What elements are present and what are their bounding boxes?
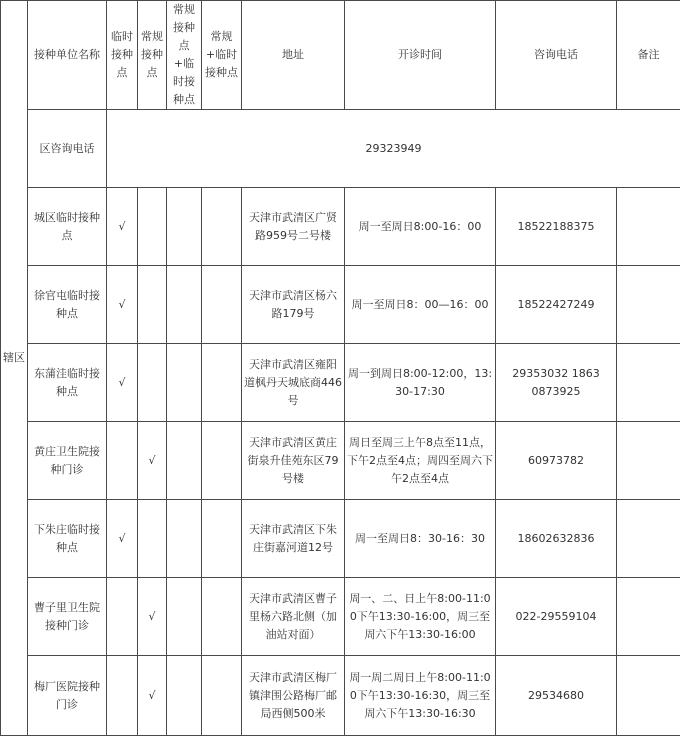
unit-name: 下朱庄临时接种点 bbox=[28, 500, 107, 578]
regular-plus-temp-check-2 bbox=[202, 578, 242, 656]
temp-check: √ bbox=[107, 266, 138, 344]
regular-check bbox=[138, 188, 167, 266]
unit-name: 城区临时接种点 bbox=[28, 188, 107, 266]
phone: 60973782 bbox=[496, 422, 617, 500]
temp-point-header: 临时接种点 bbox=[107, 1, 138, 110]
regular-plus-temp-check-2 bbox=[202, 500, 242, 578]
regular-check bbox=[138, 266, 167, 344]
hours: 周一、二、日上午8:00-11:00下午13:30-16:00，周三至周六下午13:30-16:00 bbox=[345, 578, 496, 656]
regular-plus-temp-check-2 bbox=[202, 656, 242, 736]
table-row bbox=[1, 500, 680, 578]
hours: 周日至周三上午8点至11点，下午2点至4点；周四至周六下午2点至4点 bbox=[345, 422, 496, 500]
unit-name: 徐官屯临时接种点 bbox=[28, 266, 107, 344]
temp-check: √ bbox=[107, 344, 138, 422]
hours: 周一至周日8:00-16：00 bbox=[345, 188, 496, 266]
regular-plus-temp-check bbox=[167, 578, 202, 656]
regular-check bbox=[138, 500, 167, 578]
table-row bbox=[1, 344, 680, 422]
remarks bbox=[617, 656, 680, 736]
address: 天津市武清区杨六路179号 bbox=[242, 266, 345, 344]
regular-plus-temp-check-2 bbox=[202, 188, 242, 266]
regular-check bbox=[138, 344, 167, 422]
phone: 18522427249 bbox=[496, 266, 617, 344]
regular-check: √ bbox=[138, 422, 167, 500]
table-row bbox=[1, 578, 680, 656]
district-phone-row bbox=[1, 110, 680, 188]
phone: 29534680 bbox=[496, 656, 617, 736]
regular-plus-temp-check bbox=[167, 500, 202, 578]
hours: 周一周二周日上午8:00-11:00下午13:30-16:30，周三至周六下午13:30-16:30 bbox=[345, 656, 496, 736]
regular-plus-temp-check-2 bbox=[202, 422, 242, 500]
address: 天津市武清区下朱庄街嘉河道12号 bbox=[242, 500, 345, 578]
table-row bbox=[1, 266, 680, 344]
hours: 周一到周日8:00-12:00，13:30-17:30 bbox=[345, 344, 496, 422]
temp-check bbox=[107, 578, 138, 656]
unit-name: 梅厂医院接种门诊 bbox=[28, 656, 107, 736]
phone-header: 咨询电话 bbox=[496, 1, 617, 110]
hours: 周一至周日8：30-16：30 bbox=[345, 500, 496, 578]
regular-plus-temp-header-2: 常规+临时接种点 bbox=[202, 1, 242, 110]
phone: 022-29559104 bbox=[496, 578, 617, 656]
address: 天津市武清区黄庄街泉升佳苑东区79号楼 bbox=[242, 422, 345, 500]
temp-check bbox=[107, 656, 138, 736]
remarks bbox=[617, 500, 680, 578]
address: 天津市武清区雍阳道枫丹天城底商446号 bbox=[242, 344, 345, 422]
district-cell bbox=[1, 1, 28, 736]
regular-plus-temp-check bbox=[167, 266, 202, 344]
remarks bbox=[617, 188, 680, 266]
phone: 29353032 18630873925 bbox=[496, 344, 617, 422]
table-row bbox=[1, 656, 680, 736]
regular-point-header: 常规接种点 bbox=[138, 1, 167, 110]
unit-name: 东蒲洼临时接种点 bbox=[28, 344, 107, 422]
regular-plus-temp-check bbox=[167, 188, 202, 266]
regular-plus-temp-check-2 bbox=[202, 266, 242, 344]
table-row bbox=[1, 188, 680, 266]
remarks-header: 备注 bbox=[617, 1, 680, 110]
phone: 18602632836 bbox=[496, 500, 617, 578]
regular-check: √ bbox=[138, 578, 167, 656]
address: 天津市武清区梅厂镇津围公路梅厂邮局西侧500米 bbox=[242, 656, 345, 736]
table-row bbox=[1, 422, 680, 500]
remarks bbox=[617, 578, 680, 656]
temp-check: √ bbox=[107, 188, 138, 266]
hours-header: 开诊时间 bbox=[345, 1, 496, 110]
temp-check: √ bbox=[107, 500, 138, 578]
unit-name: 黄庄卫生院接种门诊 bbox=[28, 422, 107, 500]
remarks bbox=[617, 422, 680, 500]
district-header: 辖区 bbox=[3, 326, 25, 410]
remarks bbox=[617, 266, 680, 344]
district-phone-label: 区咨询电话 bbox=[28, 110, 107, 188]
header-row bbox=[1, 1, 680, 110]
regular-plus-temp-check-2 bbox=[202, 344, 242, 422]
address: 天津市武清区曹子里杨六路北侧（加油站对面） bbox=[242, 578, 345, 656]
regular-plus-temp-check bbox=[167, 344, 202, 422]
district-phone-value: 29323949 bbox=[107, 110, 680, 188]
unit-name: 曹子里卫生院接种门诊 bbox=[28, 578, 107, 656]
temp-check bbox=[107, 422, 138, 500]
phone: 18522188375 bbox=[496, 188, 617, 266]
regular-plus-temp-check bbox=[167, 422, 202, 500]
regular-plus-temp-header: 常规接种点+临时接种点 bbox=[167, 1, 202, 110]
remarks bbox=[617, 344, 680, 422]
address: 天津市武清区广贤路959号二号楼 bbox=[242, 188, 345, 266]
address-header: 地址 bbox=[242, 1, 345, 110]
unit-name-header: 接种单位名称 bbox=[28, 1, 107, 110]
regular-check: √ bbox=[138, 656, 167, 736]
hours: 周一至周日8：00—16：00 bbox=[345, 266, 496, 344]
regular-plus-temp-check bbox=[167, 656, 202, 736]
